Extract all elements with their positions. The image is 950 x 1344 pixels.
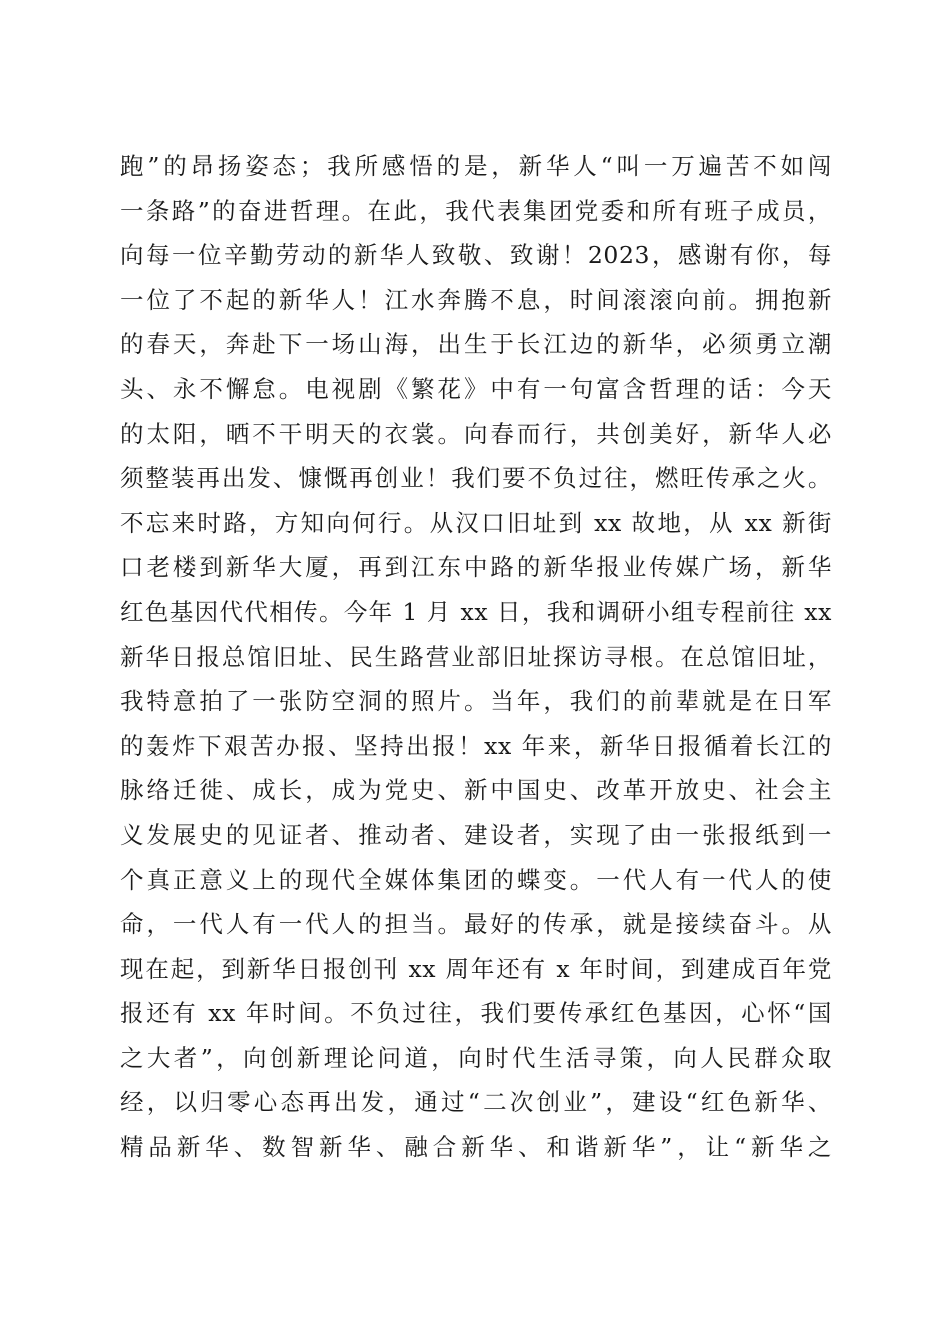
text-line: 一条路”的奋进哲理。在此，我代表集团党委和所有班子成员， <box>120 196 832 225</box>
text-line: 头、永不懈怠。电视剧《繁花》中有一句富含哲理的话：今天 <box>120 374 832 403</box>
text-line: 不忘来时路，方知向何行。从汉口旧址到 xx 故地，从 xx 新街 <box>120 508 832 537</box>
text-line: 向每一位辛勤劳动的新华人致敬、致谢！2023，感谢有你，每 <box>120 241 832 270</box>
text-line: 脉络迁徙、成长，成为党史、新中国史、改革开放史、社会主 <box>120 776 832 805</box>
text-line: 经，以归零心态再出发，通过“二次创业”，建设“红色新华、 <box>120 1088 832 1117</box>
text-line: 口老楼到新华大厦，再到江东中路的新华报业传媒广场，新华 <box>120 553 832 582</box>
text-line: 之大者”，向创新理论问道，向时代生活寻策，向人民群众取 <box>120 1043 832 1072</box>
text-line: 新华日报总馆旧址、民生路营业部旧址探访寻根。在总馆旧址， <box>120 642 832 671</box>
text-line: 一位了不起的新华人！江水奔腾不息，时间滚滚向前。拥抱新 <box>120 285 832 314</box>
text-line: 的轰炸下艰苦办报、坚持出报！xx 年来，新华日报循着长江的 <box>120 731 832 760</box>
text-line: 我特意拍了一张防空洞的照片。当年，我们的前辈就是在日军 <box>120 687 832 716</box>
text-line: 义发展史的见证者、推动者、建设者，实现了由一张报纸到一 <box>120 820 832 849</box>
text-line: 的春天，奔赴下一场山海，出生于长江边的新华，必须勇立潮 <box>120 330 832 359</box>
text-line: 精品新华、数智新华、融合新华、和谐新华”，让“新华之 <box>120 1133 832 1162</box>
body-text <box>120 144 832 1170</box>
text-line: 红色基因代代相传。今年 1 月 xx 日，我和调研小组专程前往 xx <box>120 597 832 626</box>
text-line: 跑”的昂扬姿态；我所感悟的是，新华人“叫一万遍苦不如闯 <box>120 152 832 180</box>
text-line: 个真正意义上的现代全媒体集团的蝶变。一代人有一代人的使 <box>120 865 832 894</box>
text-line: 的太阳，晒不干明天的衣裳。向春而行，共创美好，新华人必 <box>120 419 832 448</box>
text-line: 命，一代人有一代人的担当。最好的传承，就是接续奋斗。从 <box>120 910 832 939</box>
text-line: 现在起，到新华日报创刊 xx 周年还有 x 年时间，到建成百年党 <box>120 954 832 983</box>
text-line: 须整装再出发、慷慨再创业！我们要不负过往，燃旺传承之火。 <box>120 464 832 493</box>
text-line: 报还有 xx 年时间。不负过往，我们要传承红色基因，心怀“国 <box>120 999 832 1028</box>
